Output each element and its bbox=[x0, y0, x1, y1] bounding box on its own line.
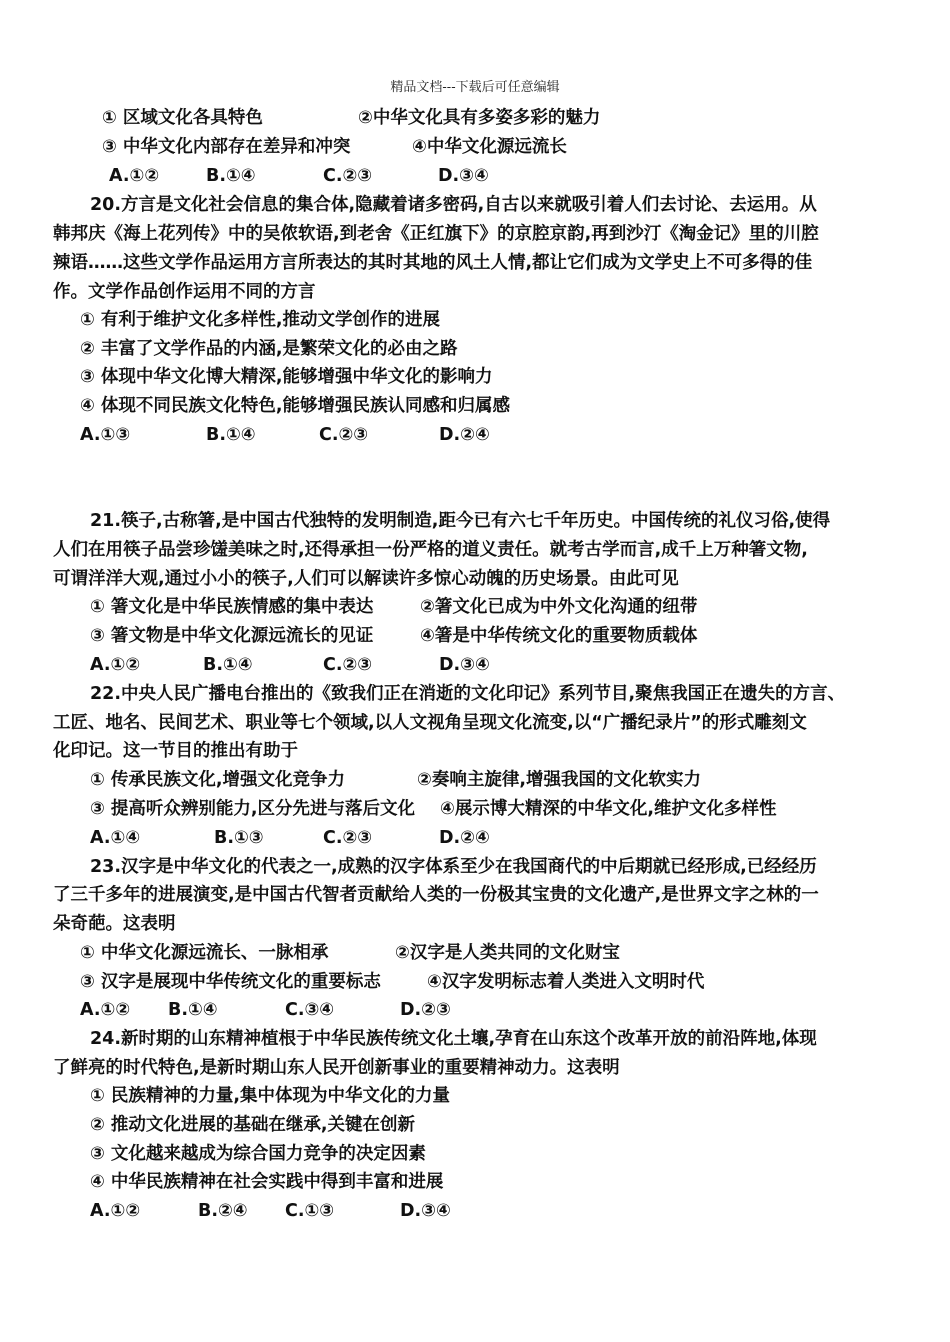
q24-stem-line-2: 了鲜亮的时代特色,是新时期山东人民开创新事业的重要精神动力。这表明 bbox=[53, 1058, 620, 1078]
q20-option-4: ④ 体现不同民族文化特色,能够增强民族认同感和归属感 bbox=[80, 396, 511, 416]
q22-option-4: ④展示博大精深的中华文化,维护文化多样性 bbox=[440, 799, 777, 819]
q23-stem-line-3: 朵奇葩。这表明 bbox=[53, 914, 176, 934]
q23-option-1: ① 中华文化源远流长、一脉相承 bbox=[80, 943, 329, 963]
q22-option-1: ① 传承民族文化,增强文化竞争力 bbox=[90, 770, 346, 790]
q21-option-1: ① 箸文化是中华民族情感的集中表达 bbox=[90, 597, 374, 617]
q23-answer-c: C.③④ bbox=[285, 1000, 335, 1020]
q23-option-3: ③ 汉字是展现中华传统文化的重要标志 bbox=[80, 972, 381, 992]
q21-answer-d: D.③④ bbox=[439, 655, 490, 675]
q22-answer-c: C.②③ bbox=[323, 828, 373, 848]
q22-answer-d: D.②④ bbox=[439, 828, 490, 848]
q21-answer-a: A.①② bbox=[90, 655, 141, 675]
q22-answer-a: A.①④ bbox=[90, 828, 141, 848]
q20-answer-a: A.①③ bbox=[80, 425, 131, 445]
q20-stem-line-3: 辣语……这些文学作品运用方言所表达的其时其地的风土人情,都让它们成为文学史上不可多得的佳 bbox=[53, 253, 813, 273]
q20-answer-c: C.②③ bbox=[319, 425, 369, 445]
q24-option-3: ③ 文化越来越成为综合国力竞争的决定因素 bbox=[90, 1144, 426, 1164]
q19-option-1: ① 区域文化各具特色 bbox=[102, 108, 263, 128]
q23-answer-b: B.①④ bbox=[168, 1000, 218, 1020]
q19-option-2: ②中华文化具有多姿多彩的魅力 bbox=[358, 108, 601, 128]
q22-option-3: ③ 提高听众辨别能力,区分先进与落后文化 bbox=[90, 799, 416, 819]
q20-option-3: ③ 体现中华文化博大精深,能够增强中华文化的影响力 bbox=[80, 367, 493, 387]
q19-answer-a: A.①② bbox=[109, 166, 160, 186]
q21-answer-b: B.①④ bbox=[203, 655, 253, 675]
q24-answer-c: C.①③ bbox=[285, 1201, 335, 1221]
q24-answer-d: D.③④ bbox=[400, 1201, 451, 1221]
q23-answer-d: D.②③ bbox=[400, 1000, 451, 1020]
q21-stem-line-2: 人们在用筷子品尝珍馐美味之时,还得承担一份严格的道义责任。就考古学而言,成千上万种箸文物, bbox=[53, 540, 808, 560]
q22-answer-b: B.①③ bbox=[214, 828, 264, 848]
q19-answer-c: C.②③ bbox=[323, 166, 373, 186]
q21-stem-line-1: 21.筷子,古称箸,是中国古代独特的发明制造,距今已有六七千年历史。中国传统的礼仪习俗,使得 bbox=[90, 511, 831, 531]
q22-stem-line-2: 工匠、地名、民间艺术、职业等七个领域,以人文视角呈现文化流变,以“广播纪录片”的形式雕刻文 bbox=[53, 713, 807, 733]
q19-answer-b: B.①④ bbox=[206, 166, 256, 186]
q23-answer-a: A.①② bbox=[80, 1000, 131, 1020]
q23-option-2: ②汉字是人类共同的文化财宝 bbox=[395, 943, 620, 963]
q20-answer-b: B.①④ bbox=[206, 425, 256, 445]
q21-option-3: ③ 箸文物是中华文化源远流长的见证 bbox=[90, 626, 374, 646]
q24-answer-a: A.①② bbox=[90, 1201, 141, 1221]
q19-answer-d: D.③④ bbox=[438, 166, 489, 186]
q24-option-4: ④ 中华民族精神在社会实践中得到丰富和进展 bbox=[90, 1172, 444, 1192]
q20-stem-line-2: 韩邦庆《海上花列传》中的吴侬软语,到老舍《正红旗下》的京腔京韵,再到沙汀《淘金记》里的川腔 bbox=[53, 224, 819, 244]
q21-answer-c: C.②③ bbox=[323, 655, 373, 675]
q21-stem-line-3: 可谓洋洋大观,通过小小的筷子,人们可以解读许多惊心动魄的历史场景。由此可见 bbox=[53, 569, 679, 589]
q20-stem-line-1: 20.方言是文化社会信息的集合体,隐藏着诸多密码,自古以来就吸引着人们去讨论、去运用。从 bbox=[90, 195, 817, 215]
q22-option-2: ②奏响主旋律,增强我国的文化软实力 bbox=[417, 770, 701, 790]
q19-option-4: ④中华文化源远流长 bbox=[412, 137, 567, 157]
q23-stem-line-1: 23.汉字是中华文化的代表之一,成熟的汉字体系至少在我国商代的中后期就已经形成,已经经历 bbox=[90, 857, 817, 877]
q22-stem-line-1: 22.中央人民广播电台推出的《致我们正在消逝的文化印记》系列节目,聚焦我国正在遗失的方言、 bbox=[90, 684, 846, 704]
q20-answer-d: D.②④ bbox=[439, 425, 490, 445]
q24-stem-line-1: 24.新时期的山东精神植根于中华民族传统文化土壤,孕育在山东这个改革开放的前沿阵地,体现 bbox=[90, 1029, 817, 1049]
q20-option-2: ② 丰富了文学作品的内涵,是繁荣文化的必由之路 bbox=[80, 339, 458, 359]
q21-option-2: ②箸文化已成为中外文化沟通的纽带 bbox=[420, 597, 698, 617]
q20-stem-line-4: 作。文学作品创作运用不同的方言 bbox=[53, 282, 316, 302]
page-header: 精品文档---下载后可任意编辑 bbox=[390, 80, 560, 95]
q24-option-2: ② 推动文化进展的基础在继承,关键在创新 bbox=[90, 1115, 416, 1135]
q20-option-1: ① 有利于维护文化多样性,推动文学创作的进展 bbox=[80, 310, 441, 330]
q24-answer-b: B.②④ bbox=[198, 1201, 248, 1221]
q19-option-3: ③ 中华文化内部存在差异和冲突 bbox=[102, 137, 351, 157]
q22-stem-line-3: 化印记。这一节目的推出有助于 bbox=[53, 741, 298, 761]
q23-option-4: ④汉字发明标志着人类进入文明时代 bbox=[427, 972, 705, 992]
q23-stem-line-2: 了三千多年的进展演变,是中国古代智者贡献给人类的一份极其宝贵的文化遗产,是世界文字之林的一 bbox=[53, 885, 819, 905]
q21-option-4: ④箸是中华传统文化的重要物质载体 bbox=[420, 626, 698, 646]
q24-option-1: ① 民族精神的力量,集中体现为中华文化的力量 bbox=[90, 1086, 451, 1106]
